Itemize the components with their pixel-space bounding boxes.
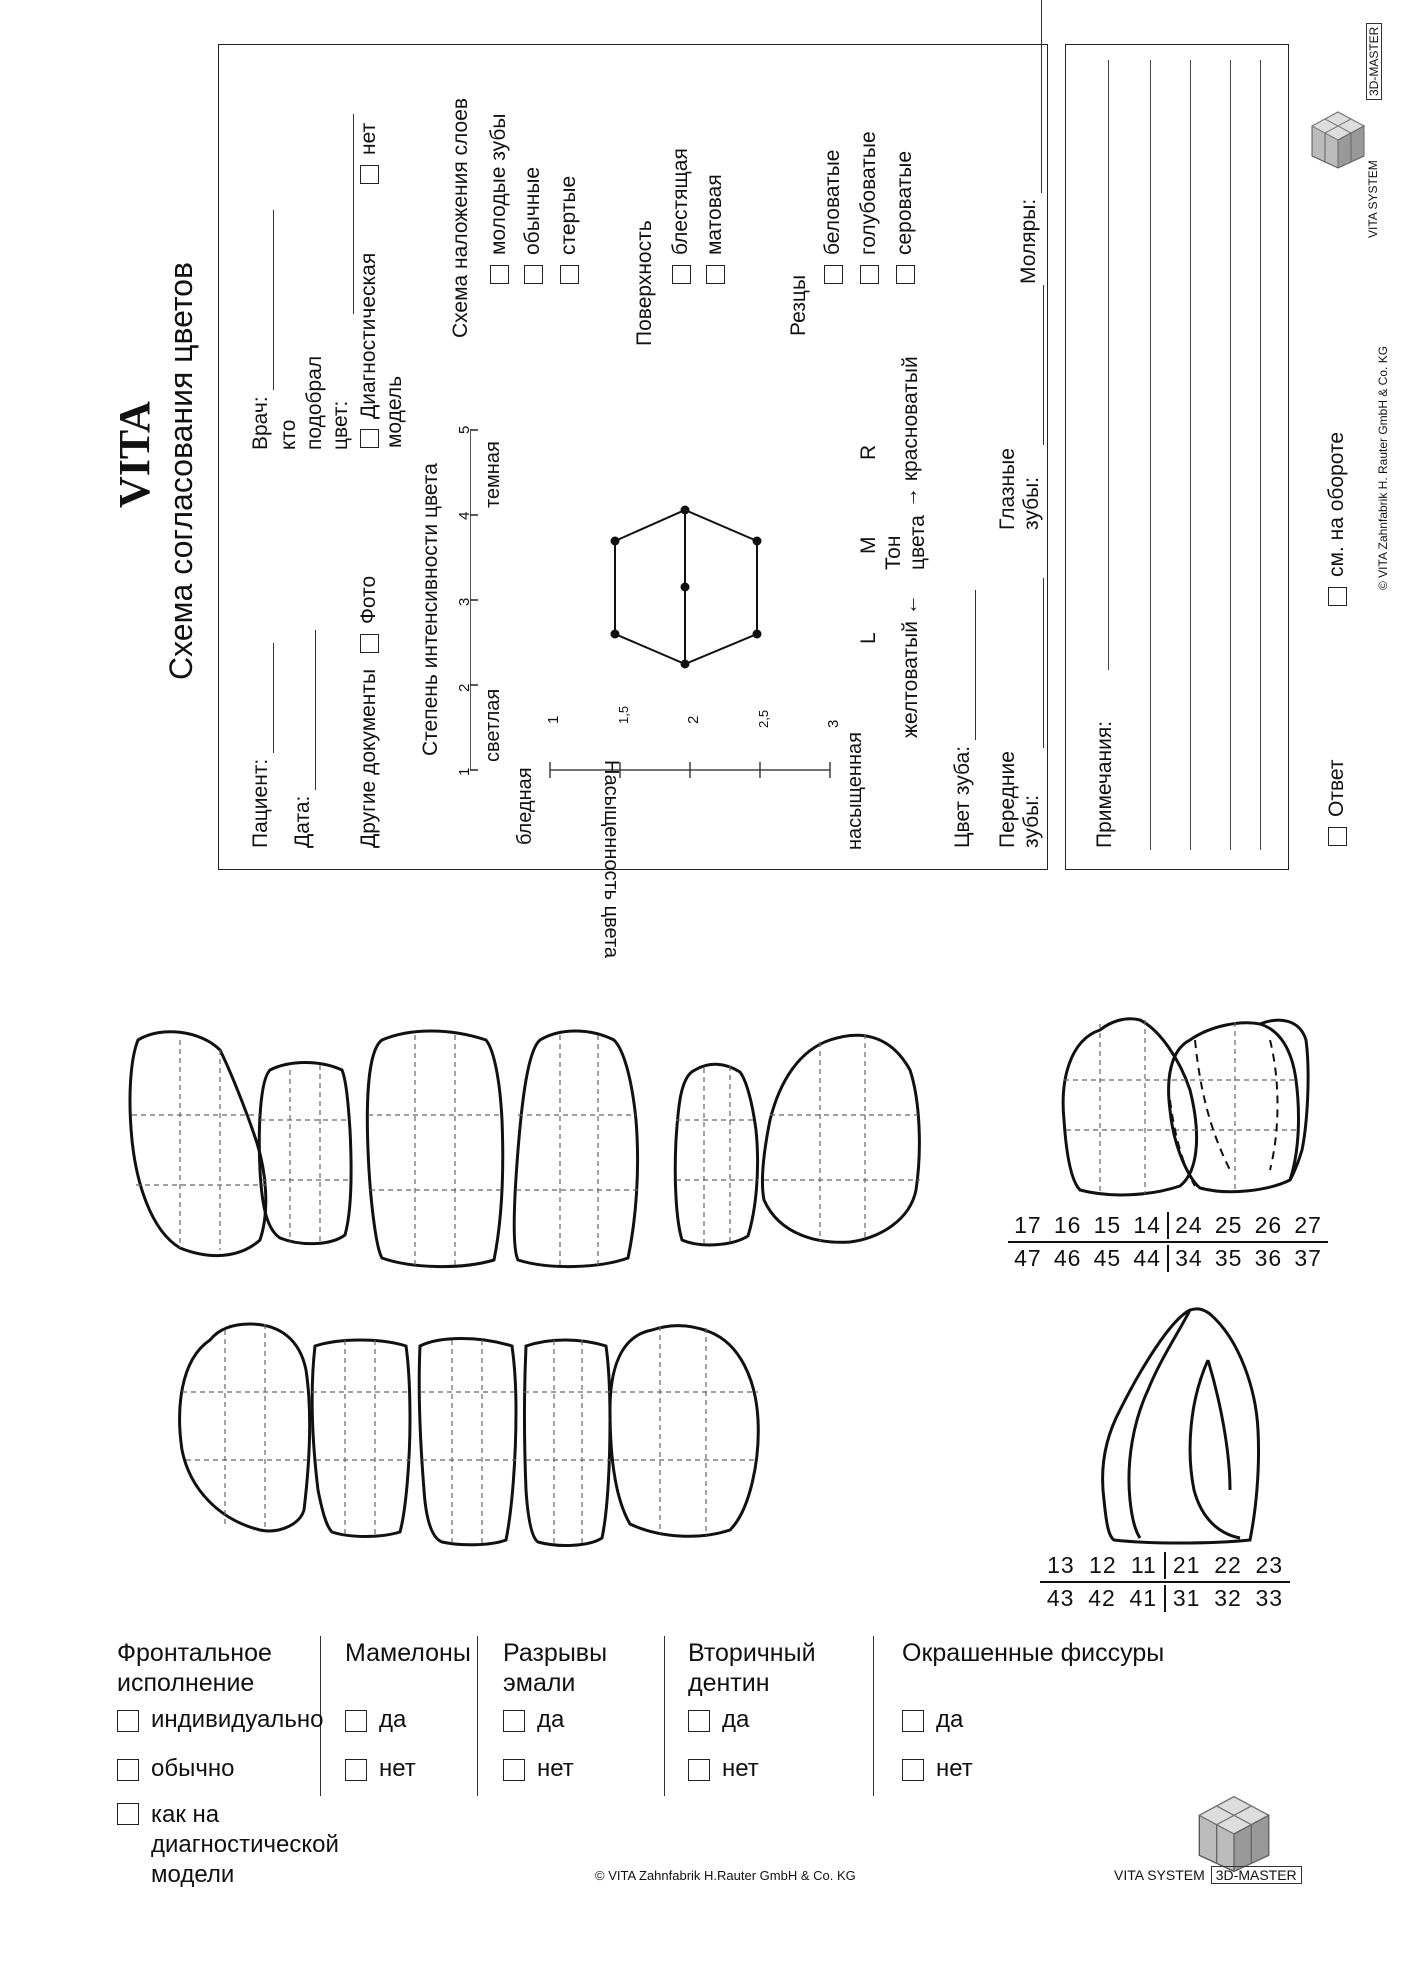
no-checkbox[interactable] xyxy=(360,165,379,184)
fissures-opt-yes: да xyxy=(902,1705,963,1735)
front-teeth-field[interactable]: Передние зубы: xyxy=(996,558,1044,848)
copyright-bottom: © VITA Zahnfabrik H.Rauter GmbH & Co. KG xyxy=(595,1868,856,1883)
layers-normal-checkbox[interactable] xyxy=(524,265,543,284)
notes-label: Примечания: xyxy=(1093,720,1116,848)
logo-text-rotated-1: VITA SYSTEM xyxy=(1366,160,1380,238)
dark-label: темная xyxy=(482,441,504,508)
light-label: светлая xyxy=(482,688,504,762)
dentin-section-title: Вторичный дентин xyxy=(688,1639,816,1697)
vita-logo: VITA xyxy=(110,401,159,508)
int-tick: 2 xyxy=(456,683,473,692)
logo-text-bottom: VITA SYSTEM 3D-MASTER xyxy=(1114,1866,1302,1884)
hue-letter-R: R xyxy=(857,444,880,460)
layers-title: Схема наложения слоев xyxy=(449,97,472,338)
other-docs-row: Другие документы Фото xyxy=(357,575,380,848)
dentin-yes-checkbox[interactable] xyxy=(688,1710,710,1732)
selector-field[interactable]: кто подобрал цвет: xyxy=(276,110,354,450)
hue-letter-M: M xyxy=(857,536,880,554)
lower-front-teeth-icon xyxy=(170,1310,870,1560)
surface-opt-matte: матовая xyxy=(702,174,728,284)
diag-model-checkbox[interactable] xyxy=(360,429,379,448)
dentin-no-checkbox[interactable] xyxy=(688,1759,710,1781)
fissures-no-checkbox[interactable] xyxy=(902,1759,924,1781)
mamelons-opt-no: нет xyxy=(345,1754,416,1784)
divider xyxy=(477,1636,478,1796)
hue-letter-L: L xyxy=(857,632,880,644)
note-line xyxy=(1108,60,1109,670)
layers-opt-worn: стертые xyxy=(556,176,582,284)
surface-glossy-checkbox[interactable] xyxy=(672,265,691,284)
dentin-opt-no: нет xyxy=(688,1754,759,1784)
incisors-blue-checkbox[interactable] xyxy=(860,265,879,284)
layers-opt-normal: обычные xyxy=(520,167,546,284)
dentin-opt-yes: да xyxy=(688,1705,749,1735)
date-field[interactable]: Дата: xyxy=(290,630,316,848)
upper-front-teeth-icon xyxy=(120,1020,940,1280)
intensity-title: Степень интенсивности цвета xyxy=(419,463,442,756)
layers-opt-young: молодые зубы xyxy=(486,114,512,284)
frontal-opt-diag: как на диагностической модели xyxy=(117,1800,357,1890)
frontal-diag-checkbox[interactable] xyxy=(117,1803,139,1825)
layers-worn-checkbox[interactable] xyxy=(560,265,579,284)
layers-young-checkbox[interactable] xyxy=(490,265,509,284)
note-line xyxy=(1190,60,1191,850)
sat-tick: 2,5 xyxy=(756,709,771,728)
posterior-numbers: 17 16 15 14 24 25 26 27 47 46 45 44 34 35 36 37 xyxy=(1008,1212,1328,1272)
note-line xyxy=(1230,60,1231,850)
tooth-color-field[interactable]: Цвет зуба: xyxy=(950,590,976,848)
mamelons-no-checkbox[interactable] xyxy=(345,1759,367,1781)
incisors-opt-blue: голубоватые xyxy=(856,131,882,284)
enamel-opt-no: нет xyxy=(503,1754,574,1784)
canine-teeth-field[interactable]: Глазные зубы: xyxy=(996,270,1044,530)
frontal-opt-normal: обычно xyxy=(117,1754,234,1784)
mamelons-yes-checkbox[interactable] xyxy=(345,1710,367,1732)
page-title: Схема согласования цветов xyxy=(163,262,199,680)
frontal-opt-individual: индивидуально xyxy=(117,1705,323,1735)
photo-checkbox[interactable] xyxy=(360,634,379,653)
patient-field[interactable]: Пациент: xyxy=(248,643,274,848)
canine-tooth-icon xyxy=(1090,1300,1270,1550)
incisors-title: Резцы xyxy=(787,274,810,336)
incisors-opt-white: беловатые xyxy=(820,150,846,284)
molar-tooth-icon xyxy=(1050,1000,1310,1200)
logo-text-rotated-2: 3D-MASTER xyxy=(1366,23,1382,100)
note-line xyxy=(1260,60,1261,850)
frontal-normal-checkbox[interactable] xyxy=(117,1759,139,1781)
surface-matte-checkbox[interactable] xyxy=(706,265,725,284)
surface-opt-glossy: блестящая xyxy=(668,148,694,284)
incisors-grey-checkbox[interactable] xyxy=(896,265,915,284)
sat-tick: 1,5 xyxy=(616,705,631,724)
enamel-section-title: Разрывы эмали xyxy=(503,1639,608,1697)
fissures-opt-no: нет xyxy=(902,1754,973,1784)
color-diagram xyxy=(470,400,870,810)
anterior-numbers: 13 12 11 21 22 23 43 42 41 31 32 33 xyxy=(1040,1552,1290,1612)
diag-model-row: Диагностическая модель xyxy=(357,252,406,448)
incisors-white-checkbox[interactable] xyxy=(824,265,843,284)
surface-title: Поверхность xyxy=(633,220,656,346)
mamelons-section-title: Мамелоны xyxy=(345,1639,471,1667)
mamelons-opt-yes: да xyxy=(345,1705,406,1735)
fissures-yes-checkbox[interactable] xyxy=(902,1710,924,1732)
int-tick: 3 xyxy=(456,597,473,606)
enamel-opt-yes: да xyxy=(503,1705,564,1735)
see-back-checkbox[interactable] xyxy=(1328,587,1347,606)
molar-field[interactable]: Моляры: xyxy=(1016,0,1042,284)
enamel-no-checkbox[interactable] xyxy=(503,1759,525,1781)
sat-tick: 3 xyxy=(825,719,842,728)
answer-checkbox[interactable] xyxy=(1328,827,1347,846)
fissures-section-title: Окрашенные фиссуры xyxy=(902,1639,1165,1667)
copyright-rotated: © VITA Zahnfabrik H. Rauter GmbH & Co. KG xyxy=(1376,345,1390,590)
int-tick: 1 xyxy=(456,767,473,776)
sat-tick: 1 xyxy=(545,715,562,724)
frontal-individual-checkbox[interactable] xyxy=(117,1710,139,1732)
doctor-field[interactable]: Врач: xyxy=(248,210,274,450)
int-tick: 4 xyxy=(456,511,473,520)
see-back-row: см. на обороте xyxy=(1324,432,1350,606)
hue-title: Тон цвета xyxy=(882,515,929,570)
divider xyxy=(873,1636,874,1796)
reddish-label: → красноватый xyxy=(899,356,922,508)
pale-label: бледная xyxy=(514,767,536,845)
vita-3d-master-logo-icon xyxy=(1194,1794,1274,1874)
no-row: нет xyxy=(356,123,382,184)
frontal-section-title: Фронтальное исполнение xyxy=(117,1639,272,1697)
enamel-yes-checkbox[interactable] xyxy=(503,1710,525,1732)
sat-tick: 2 xyxy=(685,715,702,724)
divider xyxy=(664,1636,665,1796)
yellowish-label: желтоватый ← xyxy=(899,594,922,738)
saturated-label: насыщенная xyxy=(844,732,866,850)
answer-row: Ответ xyxy=(1324,760,1350,846)
note-line xyxy=(1150,60,1151,850)
saturation-title: Насыщенность цвета xyxy=(600,760,622,959)
incisors-opt-grey: сероватые xyxy=(892,151,918,284)
vita-3d-master-logo-icon xyxy=(1308,110,1368,170)
int-tick: 5 xyxy=(456,425,473,434)
